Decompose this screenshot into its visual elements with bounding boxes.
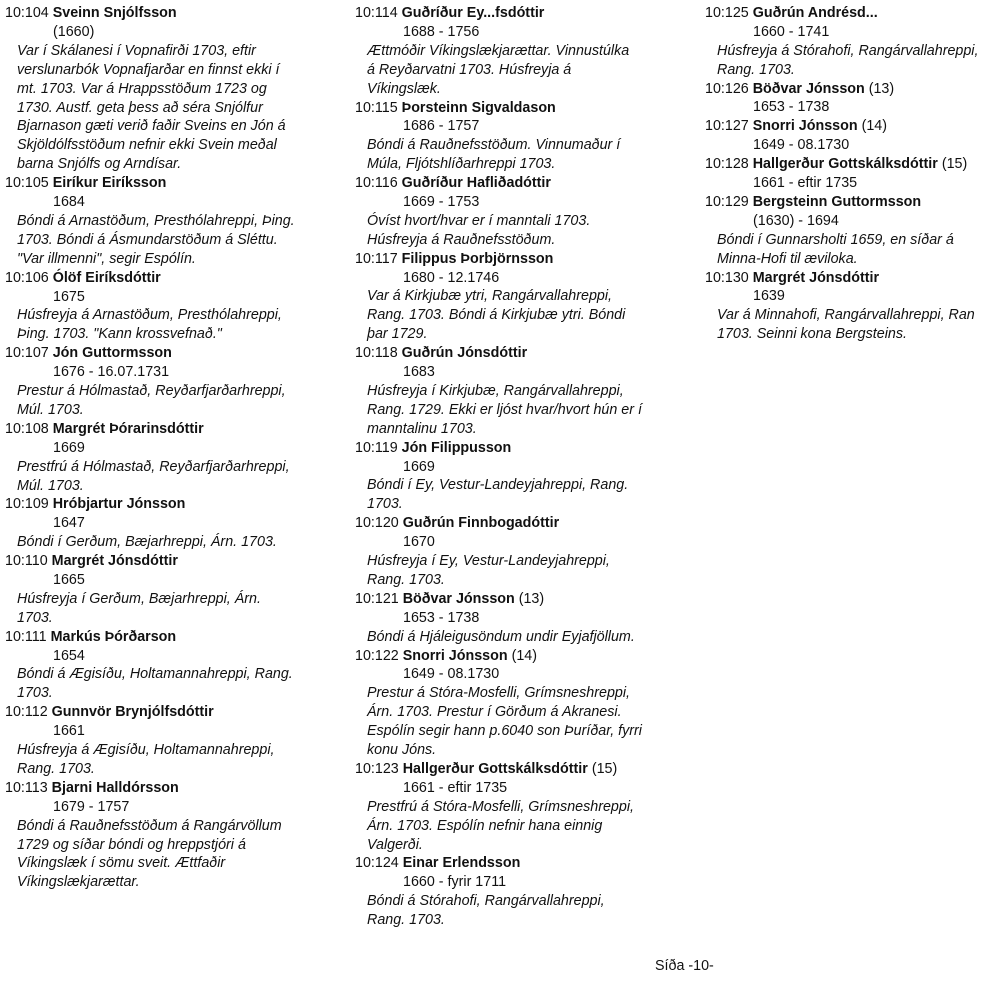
person-name: Gunnvör Brynjólfsdóttir — [51, 704, 214, 721]
biography-note: Húsfreyja á Arnastöðum, Presthólahreppi, Þing. 1703. "Kann krossvefnað." — [17, 307, 282, 343]
life-dates: 1680 - 12.1746 — [403, 269, 500, 286]
biography-note: Óvíst hvort/hvar er í manntali 1703. Húsfreyja á Rauðnefsstöðum. — [367, 212, 591, 248]
entry-heading — [5, 552, 335, 571]
entry-number: 10:113 — [5, 779, 48, 796]
life-dates: 1649 - 08.1730 — [753, 137, 850, 154]
entry-heading — [5, 4, 335, 23]
entry-heading — [355, 760, 685, 779]
person-entry — [705, 117, 1000, 155]
entry-number: 10:110 — [5, 553, 48, 570]
life-dates: 1661 - eftir 1735 — [753, 175, 858, 192]
person-entry — [5, 779, 335, 892]
life-dates: 1669 - 1753 — [403, 193, 480, 210]
entry-heading — [705, 269, 1000, 288]
biography-note: Prestur á Stóra-Mosfelli, Grímsneshreppi, Árn. 1703. Prestur í Görðum á Akranesi. Espólín segir hann p.6040 son Þuríðar, fyrri konu Jóns. — [367, 685, 642, 759]
entry-heading — [5, 495, 335, 514]
person-entry — [5, 344, 335, 420]
entry-heading — [355, 4, 685, 23]
person-name: Þorsteinn Sigvaldason — [401, 99, 556, 116]
entry-number: 10:111 — [5, 628, 47, 645]
biography-note: Húsfreyja í Gerðum, Bæjarhreppi, Árn. 1703. — [17, 590, 261, 626]
person-entry — [5, 552, 335, 628]
cross-reference: (13) — [518, 590, 545, 607]
entry-number: 10:123 — [355, 760, 399, 777]
column-1 — [5, 4, 335, 892]
life-dates: 1675 — [53, 288, 85, 305]
life-dates: 1660 - fyrir 1711 — [403, 874, 507, 891]
page-footer: Síða -10- — [655, 958, 714, 974]
person-entry — [355, 760, 685, 855]
biography-note: Húsfreyja á Ægisíðu, Holtamannahreppi, Rang. 1703. — [17, 742, 275, 777]
entry-heading — [355, 250, 685, 269]
person-name: Einar Erlendsson — [402, 855, 521, 872]
life-dates: 1653 - 1738 — [403, 609, 480, 626]
entry-number: 10:116 — [355, 175, 398, 192]
person-name: Hallgerður Gottskálksdóttir — [752, 156, 938, 173]
entry-number: 10:126 — [705, 80, 749, 97]
person-entry — [355, 590, 685, 647]
person-name: Guðríður Ey...fsdóttir — [401, 5, 545, 21]
biography-note: Prestur á Hólmastað, Reyðarfjarðarhreppi, Múl. 1703. — [17, 383, 286, 418]
person-name: Margrét Þórarinsdóttir — [52, 420, 204, 437]
entry-number: 10:117 — [355, 250, 398, 267]
person-name: Ólöf Eiríksdóttir — [52, 269, 161, 286]
entry-heading — [355, 590, 685, 609]
person-name: Böðvar Jónsson — [752, 80, 865, 97]
person-entry — [705, 80, 1000, 118]
cross-reference: (14) — [861, 118, 888, 135]
biography-note: Bóndi á Arnastöðum, Presthólahreppi, Þing. 1703. Bóndi á Ásmundarstöðum á Sléttu. "Var illmenni", segir Espólín. — [17, 212, 295, 267]
entry-heading — [355, 647, 685, 666]
person-entry — [355, 854, 685, 930]
life-dates: 1647 — [53, 515, 85, 532]
entry-number: 10:104 — [5, 5, 49, 21]
person-entry — [5, 495, 335, 552]
person-entry — [355, 439, 685, 515]
entry-heading — [355, 344, 685, 363]
entry-number: 10:114 — [355, 5, 398, 21]
entry-heading — [355, 174, 685, 193]
life-dates: 1670 — [403, 534, 435, 551]
life-dates: 1669 — [53, 439, 85, 456]
entry-number: 10:119 — [355, 439, 398, 456]
person-entry — [355, 647, 685, 760]
person-entry — [355, 174, 685, 250]
person-name: Bjarni Halldórsson — [51, 779, 179, 796]
entry-number: 10:124 — [355, 855, 399, 872]
person-entry — [5, 269, 335, 345]
person-name: Guðrún Finnbogadóttir — [402, 515, 560, 532]
person-entry — [5, 174, 335, 269]
life-dates: 1688 - 1756 — [403, 23, 480, 40]
person-name: Margrét Jónsdóttir — [51, 553, 178, 570]
person-name: Bergsteinn Guttormsson — [752, 193, 922, 210]
life-dates: 1639 — [753, 288, 785, 305]
person-name: Hróbjartur Jónsson — [52, 496, 186, 513]
biography-note: Bóndi á Rauðnefsstöðum. Vinnumaður í Múla, Fljótshlíðarhreppi 1703. — [367, 137, 621, 173]
entry-number: 10:128 — [705, 156, 749, 173]
biography-note: Bóndi á Ægisíðu, Holtamannahreppi, Rang. 1703. — [17, 666, 293, 702]
person-entry — [5, 628, 335, 704]
entry-number: 10:115 — [355, 99, 398, 116]
biography-note: Bóndi í Gunnarsholti 1659, en síðar á Minna-Hofi til æviloka. — [717, 231, 954, 267]
entry-heading — [5, 628, 335, 647]
person-name: Böðvar Jónsson — [402, 590, 515, 607]
life-dates: 1661 - eftir 1735 — [403, 779, 508, 796]
life-dates: 1660 - 1741 — [753, 23, 830, 40]
entry-number: 10:118 — [355, 345, 398, 362]
entry-number: 10:127 — [705, 118, 749, 135]
entry-heading — [5, 269, 335, 288]
life-dates: 1665 — [53, 571, 85, 588]
biography-note: Húsfreyja á Stórahofi, Rangárvallahreppi, Rang. 1703. — [717, 42, 979, 78]
cross-reference: (15) — [941, 156, 968, 173]
person-entry — [705, 269, 1000, 345]
life-dates: 1686 - 1757 — [403, 118, 480, 135]
biography-note: Var í Skálanesi í Vopnafirði 1703, eftir verslunarbók Vopnafjarðar en finnst ekki í mt. 1703. Var á Hrappsstöðum 1723 og 1730. Austf. geta þess að séra Snjólfur Bjarnason gæti verið faðir Sveins en Jón á Skjöldólfsstöðum nefnir ekki Svein meðal barna Snjólfs og Arndísar. — [17, 42, 286, 173]
entry-heading — [355, 99, 685, 118]
entry-number: 10:120 — [355, 515, 399, 532]
biography-note: Var á Kirkjubæ ytri, Rangárvallahreppi, Rang. 1703. Bóndi á Kirkjubæ ytri. Bóndi þar 1729. — [367, 288, 626, 343]
person-name: Margrét Jónsdóttir — [752, 269, 880, 286]
entry-number: 10:125 — [705, 5, 749, 21]
life-dates: 1661 — [53, 723, 85, 740]
person-entry — [5, 4, 335, 174]
life-dates: 1679 - 1757 — [53, 798, 130, 815]
person-name: Hallgerður Gottskálksdóttir — [402, 760, 588, 777]
entry-number: 10:106 — [5, 269, 49, 286]
cross-reference: (15) — [591, 760, 618, 777]
person-entry — [355, 514, 685, 590]
person-name: Sveinn Snjólfsson — [52, 5, 177, 21]
biography-note: Prestfrú á Stóra-Mosfelli, Grímsneshreppi, Árn. 1703. Espólín nefnir hana einnig Valgerði. — [367, 798, 634, 853]
person-entry — [705, 155, 1000, 193]
entry-number: 10:130 — [705, 269, 749, 286]
person-entry — [705, 4, 1000, 80]
biography-note: Bóndi á Stórahofi, Rangárvallahreppi, Rang. 1703. — [367, 893, 605, 929]
entry-heading — [355, 854, 685, 873]
person-entry — [705, 193, 1000, 269]
column-3 — [705, 4, 1000, 344]
entry-number: 10:121 — [355, 590, 399, 607]
life-dates: 1654 — [53, 647, 85, 664]
biography-note: Var á Minnahofi, Rangárvallahreppi, Ran 1703. Seinni kona Bergsteins. — [717, 307, 975, 343]
entry-heading — [705, 117, 1000, 136]
biography-note: Húsfreyja í Ey, Vestur-Landeyjahreppi, Rang. 1703. — [367, 553, 610, 588]
life-dates: 1669 — [403, 458, 435, 475]
life-dates: (1660) — [53, 23, 95, 40]
person-name: Snorri Jónsson — [752, 118, 858, 135]
entry-heading — [705, 193, 1000, 212]
life-dates: 1683 — [403, 364, 435, 381]
person-name: Jón Filippusson — [401, 439, 512, 456]
biography-note: Húsfreyja í Kirkjubæ, Rangárvallahreppi, Rang. 1729. Ekki er ljóst hvar/hvort hún er í manntalinu 1703. — [367, 382, 642, 437]
life-dates: 1676 - 16.07.1731 — [53, 364, 170, 381]
entry-heading — [5, 779, 335, 798]
person-name: Guðrún Andrésd... — [752, 5, 878, 21]
person-name: Markús Þórðarson — [50, 628, 177, 645]
person-entry — [355, 4, 685, 99]
entry-number: 10:107 — [5, 345, 49, 362]
biography-note: Bóndi á Hjáleigusöndum undir Eyjafjöllum. — [367, 628, 635, 645]
life-dates: (1630) - 1694 — [753, 212, 839, 229]
entry-heading — [705, 4, 1000, 23]
biography-note: Bóndi í Ey, Vestur-Landeyjahreppi, Rang. 1703. — [367, 477, 629, 513]
person-entry — [355, 99, 685, 175]
entry-number: 10:109 — [5, 496, 49, 513]
biography-note: Ættmóðir Víkingslækjarættar. Vinnustúlka á Reyðarvatni 1703. Húsfreyja á Víkingslæk. — [367, 42, 630, 97]
entry-number: 10:105 — [5, 175, 49, 192]
biography-note: Prestfrú á Hólmastað, Reyðarfjarðarhreppi, Múl. 1703. — [17, 458, 290, 494]
person-name: Guðrún Jónsdóttir — [401, 345, 528, 362]
biography-note: Bóndi í Gerðum, Bæjarhreppi, Árn. 1703. — [17, 534, 277, 551]
life-dates: 1684 — [53, 194, 85, 211]
entry-number: 10:122 — [355, 647, 399, 664]
biography-note: Bóndi á Rauðnefsstöðum á Rangárvöllum 1729 og síðar bóndi og hreppstjóri á Víkingslæk í sömu sveit. Ættfaðir Víkingslækjarættar. — [17, 817, 282, 891]
person-name: Jón Guttormsson — [52, 345, 172, 362]
entry-number: 10:112 — [5, 704, 48, 721]
entry-heading — [355, 514, 685, 533]
life-dates: 1649 - 08.1730 — [403, 666, 500, 683]
person-entry — [5, 420, 335, 496]
entry-heading — [705, 80, 1000, 99]
person-entry — [355, 250, 685, 345]
entry-heading — [355, 439, 685, 458]
entry-heading — [705, 155, 1000, 174]
entry-heading — [5, 703, 335, 722]
person-name: Snorri Jónsson — [402, 647, 508, 664]
person-entry — [355, 344, 685, 439]
entry-number: 10:129 — [705, 193, 749, 210]
entry-number: 10:108 — [5, 420, 49, 437]
cross-reference: (14) — [511, 647, 538, 664]
column-2 — [355, 4, 685, 930]
life-dates: 1653 - 1738 — [753, 99, 830, 116]
person-name: Filippus Þorbjörnsson — [401, 250, 554, 267]
entry-heading — [5, 174, 335, 193]
person-name: Eiríkur Eiríksson — [52, 175, 167, 192]
cross-reference: (13) — [868, 80, 895, 97]
entry-heading — [5, 420, 335, 439]
person-name: Guðríður Hafliðadóttir — [401, 175, 551, 192]
person-entry — [5, 703, 335, 779]
entry-heading — [5, 344, 335, 363]
